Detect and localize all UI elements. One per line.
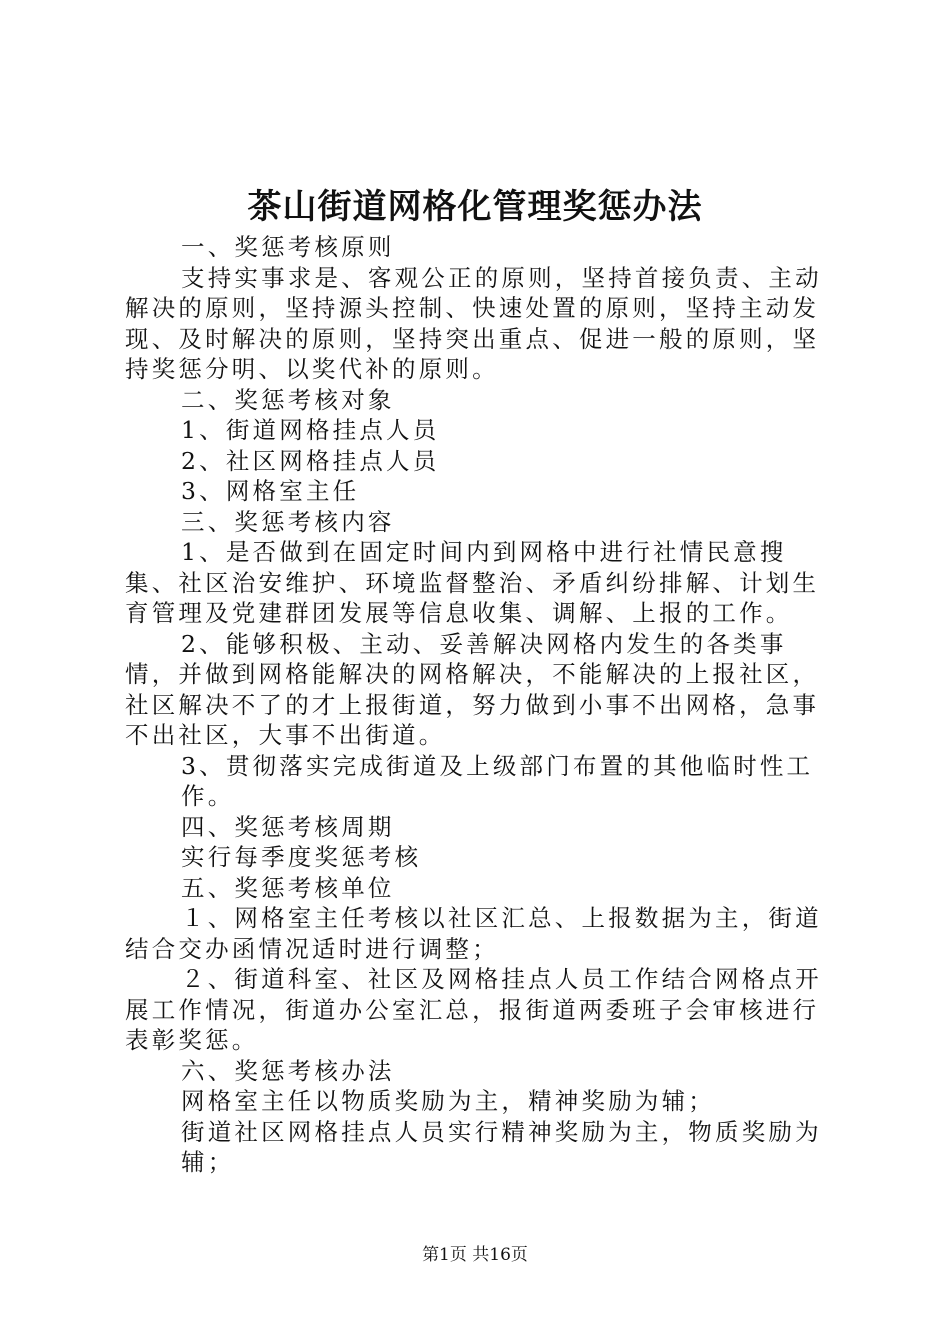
section-heading: 五、奖惩考核单位 bbox=[181, 873, 395, 902]
list-item: 1、街道网格挂点人员 bbox=[181, 416, 440, 444]
document-title: 茶山街道网格化管理奖惩办法 bbox=[247, 187, 703, 227]
paragraph: 1、是否做到在固定时间内到网格中进行社情民意搜集、社区治安维护、环境监督整治、矛盾纠纷排解、计划生育管理及党建群团发展等信息收集、调解、上报的工作。 bbox=[125, 538, 820, 627]
paragraph: 街道社区网格挂点人员实行精神奖励为主，物质奖励为辅； bbox=[181, 1117, 822, 1176]
list-item: 3、网格室主任 bbox=[181, 477, 360, 505]
section-heading: 三、奖惩考核内容 bbox=[181, 507, 395, 536]
document-body bbox=[125, 232, 837, 1178]
paragraph: １、网格室主任考核以社区汇总、上报数据为主，街道结合交办函情况适时进行调整； bbox=[125, 904, 822, 963]
paragraph: 网格室主任以物质奖励为主，精神奖励为辅； bbox=[181, 1087, 715, 1115]
page-footer: 第1页 共16页 bbox=[422, 1245, 528, 1265]
section-heading: 四、奖惩考核周期 bbox=[181, 812, 395, 841]
list-item: 2、社区网格挂点人员 bbox=[181, 446, 440, 475]
paragraph: 实行每季度奖惩考核 bbox=[181, 843, 422, 871]
paragraph: 2、能够积极、主动、妥善解决网格内发生的各类事情，并做到网格能解决的网格解决，不能解决的上报社区，社区解决不了的才上报街道，努力做到小事不出网格，急事不出社区，大事不出街道。 bbox=[125, 629, 820, 749]
section-heading: 一、奖惩考核原则 bbox=[181, 233, 395, 261]
paragraph: ２、街道科室、社区及网格挂点人员工作结合网格点开展工作情况，街道办公室汇总，报街道两委班子会审核进行表彰奖惩。 bbox=[125, 965, 822, 1054]
paragraph: 支持实事求是、客观公正的原则，坚持首接负责、主动解决的原则，坚持源头控制、快速处置的原则，坚持主动发现、及时解决的原则，坚持突出重点、促进一般的原则，坚持奖惩分明、以奖代补的原则。 bbox=[125, 263, 822, 383]
list-item: 3、贯彻落实完成街道及上级部门布置的其他临时性工 bbox=[181, 751, 814, 780]
section-heading: 二、奖惩考核对象 bbox=[181, 385, 395, 414]
section-heading: 六、奖惩考核办法 bbox=[181, 1056, 395, 1085]
list-item-continuation: 作。 bbox=[181, 782, 235, 810]
